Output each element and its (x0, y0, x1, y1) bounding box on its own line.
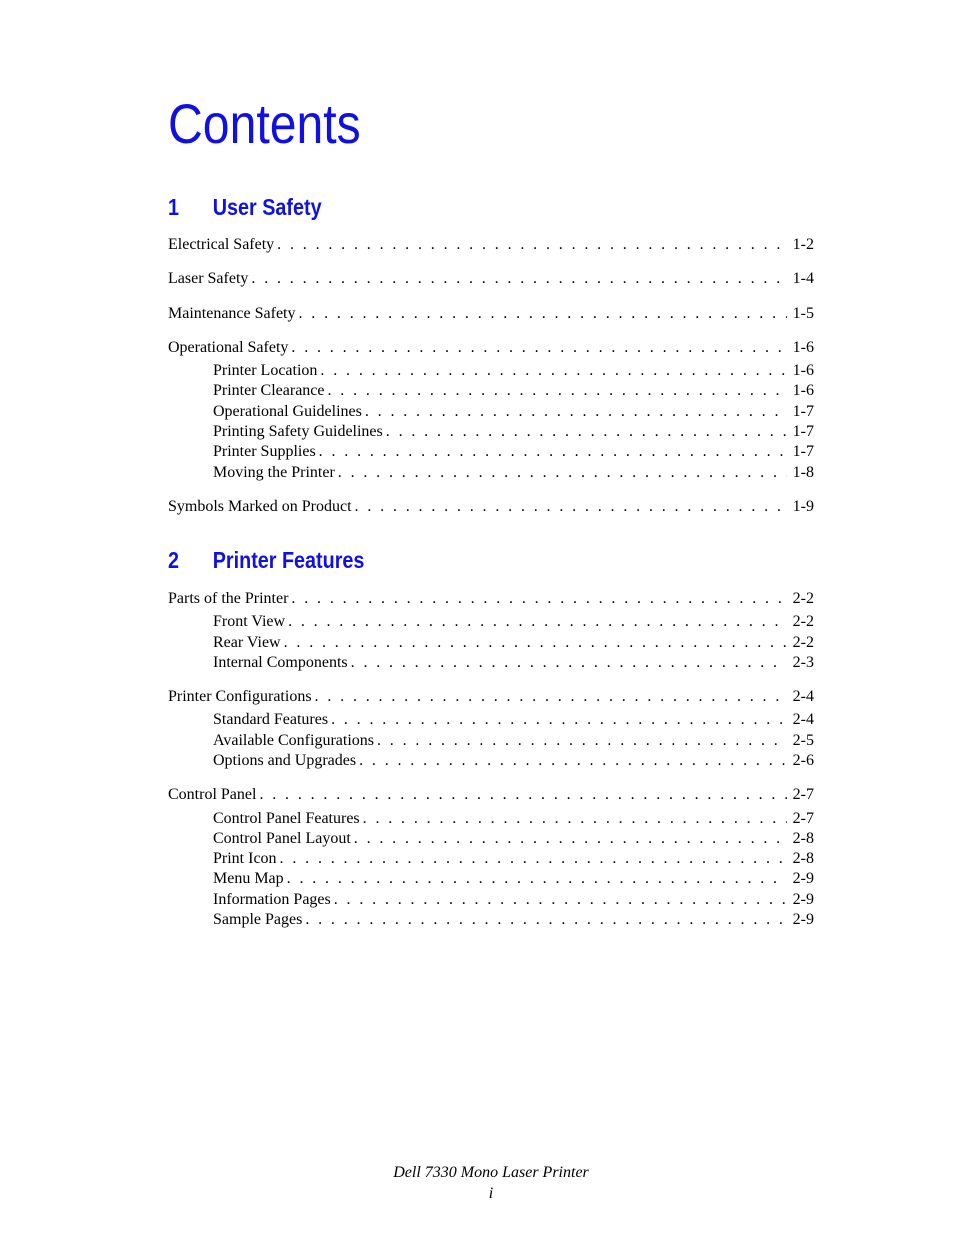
chapter-heading-1 (168, 192, 322, 222)
toc-entry-front-view[interactable] (213, 612, 814, 632)
dot-leader (335, 463, 787, 483)
toc-entry-page: 2-2 (792, 613, 814, 630)
toc-entry-label: Internal Components (213, 654, 348, 671)
toc-entry-standard-features[interactable] (213, 710, 814, 730)
dot-leader (296, 304, 787, 324)
toc-entry-maintenance-safety[interactable] (168, 304, 814, 324)
toc-entry-page: 2-7 (792, 810, 814, 827)
toc-entry-label: Operational Guidelines (213, 403, 362, 420)
toc-entry-page: 1-6 (792, 362, 814, 379)
toc-entry-label: Printer Configurations (168, 688, 312, 705)
dot-leader (281, 633, 787, 653)
dot-leader (348, 653, 787, 673)
toc-entry-rear-view[interactable] (213, 633, 814, 653)
chapter-heading-2 (168, 545, 364, 575)
toc-entry-control-panel-layout[interactable] (213, 829, 814, 849)
toc-entry-page: 1-8 (792, 464, 814, 481)
toc-entry-page: 1-9 (792, 498, 814, 515)
toc-entry-page: 2-2 (792, 590, 814, 607)
dot-leader (352, 497, 787, 517)
toc-entry-label: Sample Pages (213, 911, 303, 928)
toc-entry-printer-location[interactable] (213, 361, 814, 381)
toc-entry-page: 2-4 (792, 688, 814, 705)
toc-entry-label: Front View (213, 613, 286, 630)
page-title: Contents (168, 92, 361, 155)
toc-entry-operational-guidelines[interactable] (213, 402, 814, 422)
toc-entry-printer-configurations[interactable] (168, 687, 814, 707)
toc-entry-label: Menu Map (213, 870, 284, 887)
toc-entry-page: 1-7 (792, 443, 814, 460)
toc-entry-symbols-marked-on-product[interactable] (168, 497, 814, 517)
toc-entry-page: 1-4 (792, 270, 814, 287)
toc-entry-page: 2-8 (792, 830, 814, 847)
toc-entry-label: Moving the Printer (213, 464, 335, 481)
toc-entry-label: Control Panel (168, 786, 257, 803)
toc-entry-page: 1-6 (792, 339, 814, 356)
chapter-number: 2 (168, 547, 180, 573)
toc-entry-sample-pages[interactable] (213, 910, 814, 930)
toc-entry-page: 2-9 (792, 891, 814, 908)
toc-entry-printer-supplies[interactable] (213, 442, 814, 462)
dot-leader (383, 422, 787, 442)
dot-leader (285, 612, 787, 632)
dot-leader (356, 751, 787, 771)
toc-entry-label: Printer Supplies (213, 443, 316, 460)
toc-entry-control-panel[interactable] (168, 785, 814, 805)
dot-leader (374, 731, 787, 751)
toc-entry-page: 2-3 (792, 654, 814, 671)
dot-leader (325, 381, 787, 401)
toc-entry-information-pages[interactable] (213, 890, 814, 910)
toc-entry-label: Symbols Marked on Product (168, 498, 352, 515)
dot-leader (331, 890, 787, 910)
toc-entry-print-icon[interactable] (213, 849, 814, 869)
toc-entry-page: 2-8 (792, 850, 814, 867)
toc-entry-label: Control Panel Features (213, 810, 360, 827)
toc-entry-page: 2-6 (792, 752, 814, 769)
dot-leader (256, 785, 786, 805)
toc-entry-page: 2-9 (792, 870, 814, 887)
toc-entry-page: 1-2 (792, 236, 814, 253)
dot-leader (277, 849, 787, 869)
toc-entry-label: Printer Clearance (213, 382, 325, 399)
dot-leader (288, 338, 786, 358)
toc-entry-label: Maintenance Safety (168, 305, 296, 322)
dot-leader (316, 442, 787, 462)
chapter-title: Printer Features (212, 547, 365, 573)
toc-entry-printer-clearance[interactable] (213, 381, 814, 401)
dot-leader (248, 269, 786, 289)
toc-entry-page: 2-5 (792, 732, 814, 749)
chapter-number: 1 (168, 194, 180, 220)
toc-entry-laser-safety[interactable] (168, 269, 814, 289)
toc-entry-page: 2-2 (792, 634, 814, 651)
footer-page-number: i (488, 1185, 494, 1202)
toc-entry-operational-safety[interactable] (168, 338, 814, 358)
toc-entry-page: 1-7 (792, 423, 814, 440)
toc-entry-label: Options and Upgrades (213, 752, 357, 769)
toc-entry-page: 1-6 (792, 382, 814, 399)
toc-entry-label: Parts of the Printer (168, 590, 289, 607)
toc-entry-label: Control Panel Layout (213, 830, 351, 847)
toc-entry-label: Printer Location (213, 362, 318, 379)
dot-leader (288, 589, 786, 609)
dot-leader (312, 687, 787, 707)
toc-entry-electrical-safety[interactable] (168, 235, 814, 255)
dot-leader (302, 910, 786, 930)
dot-leader (284, 869, 787, 889)
toc-entry-page: 2-7 (792, 786, 814, 803)
toc-entry-label: Printing Safety Guidelines (213, 423, 383, 440)
toc-entry-label: Print Icon (213, 850, 277, 867)
dot-leader (317, 361, 786, 381)
dot-leader (328, 710, 787, 730)
toc-entry-internal-components[interactable] (213, 653, 814, 673)
toc-entry-label: Standard Features (213, 711, 329, 728)
toc-entry-label: Laser Safety (168, 270, 249, 287)
toc-entry-moving-the-printer[interactable] (213, 463, 814, 483)
toc-entry-available-configurations[interactable] (213, 731, 814, 751)
toc-entry-label: Operational Safety (168, 339, 289, 356)
toc-entry-options-and-upgrades[interactable] (213, 751, 814, 771)
dot-leader (360, 809, 787, 829)
dot-leader (362, 402, 787, 422)
toc-entry-page: 2-4 (792, 711, 814, 728)
dot-leader (274, 235, 787, 255)
toc-entry-control-panel-features[interactable] (213, 809, 814, 829)
chapter-title: User Safety (212, 194, 322, 220)
toc-entry-label: Rear View (213, 634, 281, 651)
toc-entry-menu-map[interactable] (213, 869, 814, 889)
toc-entry-label: Available Configurations (213, 732, 374, 749)
toc-entry-parts-of-the-printer[interactable] (168, 589, 814, 609)
dot-leader (351, 829, 787, 849)
toc-entry-printing-safety-guidelines[interactable] (213, 422, 814, 442)
toc-entry-label: Information Pages (213, 891, 331, 908)
toc-entry-page: 2-9 (792, 911, 814, 928)
toc-entry-label: Electrical Safety (168, 236, 275, 253)
toc-entry-page: 1-5 (792, 305, 814, 322)
toc-entry-page: 1-7 (792, 403, 814, 420)
footer-product-name: Dell 7330 Mono Laser Printer (393, 1164, 589, 1181)
